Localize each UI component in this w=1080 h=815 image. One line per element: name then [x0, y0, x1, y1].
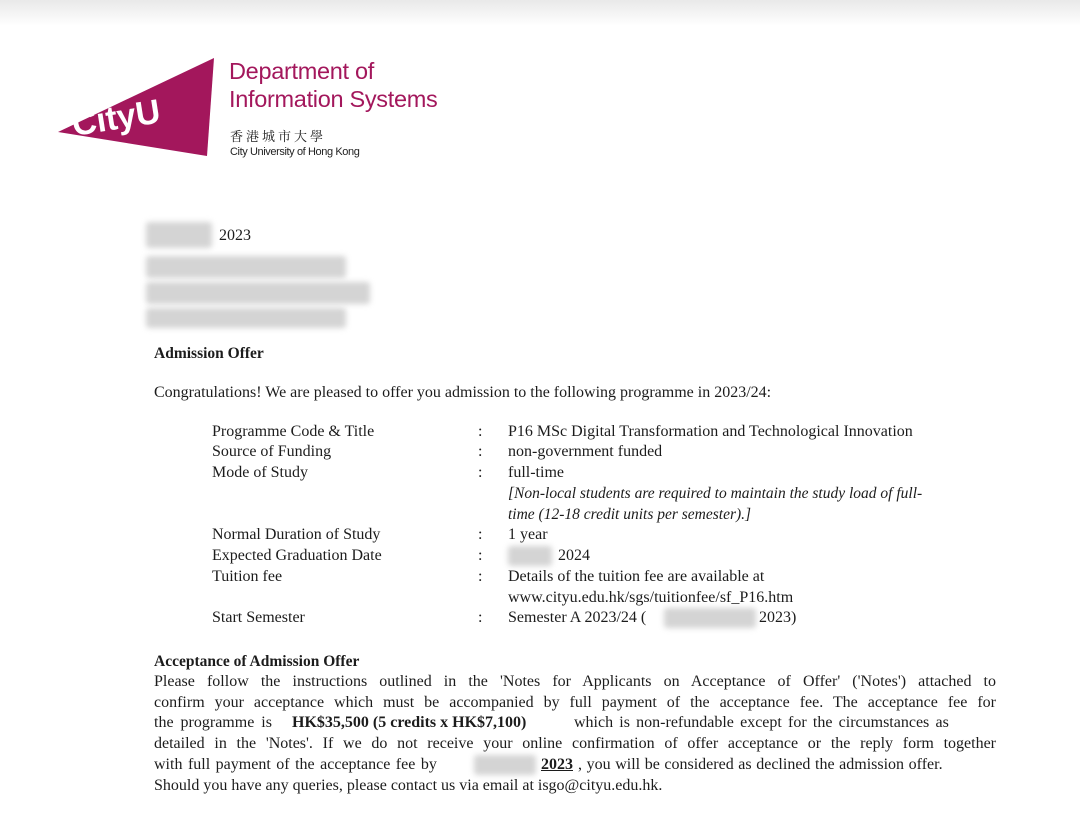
deadline-year: 2023	[541, 756, 573, 773]
acceptance-fee: HK$35,500 (5 credits x HK$7,100)	[292, 714, 527, 731]
colon: :	[478, 609, 483, 626]
top-shadow	[0, 0, 1080, 26]
acceptance-line-3c: which is non-refundable except for the circumstances as	[574, 714, 949, 731]
university-name: City University of Hong Kong	[230, 146, 360, 158]
tuition-fee-link[interactable]: www.cityu.edu.hk/sgs/tuitionfee/sf_P16.htm	[508, 589, 794, 606]
redacted-address-2	[146, 308, 346, 328]
logo-text: CityU	[69, 92, 163, 144]
duration-label: Normal Duration of Study	[212, 526, 381, 543]
cityu-logo	[56, 56, 218, 156]
acceptance-line-2: confirm your acceptance which must be accompanied by full payment of the acceptance fee. The acceptance fee for	[154, 694, 996, 711]
department-line-2: Information Systems	[229, 86, 438, 112]
redacted-address-1	[146, 282, 370, 304]
acceptance-line-5c: , you will be considered as declined the admission offer.	[578, 756, 943, 773]
date-year: 2023	[219, 227, 251, 244]
tuition-value-line-1: Details of the tuition fee are available at	[508, 568, 765, 585]
acceptance-line-3a: the programme is	[154, 714, 272, 731]
colon: :	[478, 547, 483, 564]
chinese-university-name: 香港城市大學	[230, 130, 327, 145]
redacted-name	[146, 256, 346, 278]
acceptance-line-5a: with full payment of the acceptance fee by	[154, 756, 437, 773]
programme-label: Programme Code & Title	[212, 423, 375, 440]
acceptance-line-4: detailed in the 'Notes'. If we do not receive your online confirmation of offer acceptance or the reply form together	[154, 735, 996, 752]
graduation-year: 2024	[558, 547, 590, 564]
mode-label: Mode of Study	[212, 464, 308, 481]
colon: :	[478, 443, 483, 460]
admission-offer-heading: Admission Offer	[154, 345, 264, 362]
duration-value: 1 year	[508, 526, 548, 543]
department-line-1: Department of	[229, 58, 375, 84]
start-semester-label: Start Semester	[212, 609, 305, 626]
acceptance-line-1: Please follow the instructions outlined in the 'Notes for Applicants on Acceptance of Offer' ('Notes') attached to	[154, 673, 996, 690]
start-semester-value: Semester A 2023/24 (	[508, 609, 647, 626]
mode-note-line-2: time (12-18 credit units per semester).]	[508, 506, 752, 523]
funding-value: non-government funded	[508, 443, 663, 460]
programme-value: P16 MSc Digital Transformation and Technological Innovation	[508, 423, 913, 440]
redacted-start-date	[664, 608, 756, 628]
graduation-label: Expected Graduation Date	[212, 547, 382, 564]
mode-note-line-1: [Non-local students are required to maintain the study load of full-	[508, 485, 923, 502]
redacted-date	[146, 222, 212, 248]
acceptance-heading: Acceptance of Admission Offer	[154, 653, 360, 670]
intro-text: Congratulations! We are pleased to offer you admission to the following programme in 2023/24:	[154, 384, 772, 401]
redacted-deadline	[474, 755, 536, 775]
start-semester-year: 2023)	[759, 609, 797, 626]
mode-value: full-time	[508, 464, 564, 481]
funding-label: Source of Funding	[212, 443, 332, 460]
colon: :	[478, 568, 483, 585]
colon: :	[478, 526, 483, 543]
tuition-label: Tuition fee	[212, 568, 283, 585]
redacted-graduation-month	[508, 546, 552, 566]
colon: :	[478, 423, 483, 440]
colon: :	[478, 464, 483, 481]
contact-line: Should you have any queries, please contact us via email at isgo@cityu.edu.hk.	[154, 777, 663, 794]
